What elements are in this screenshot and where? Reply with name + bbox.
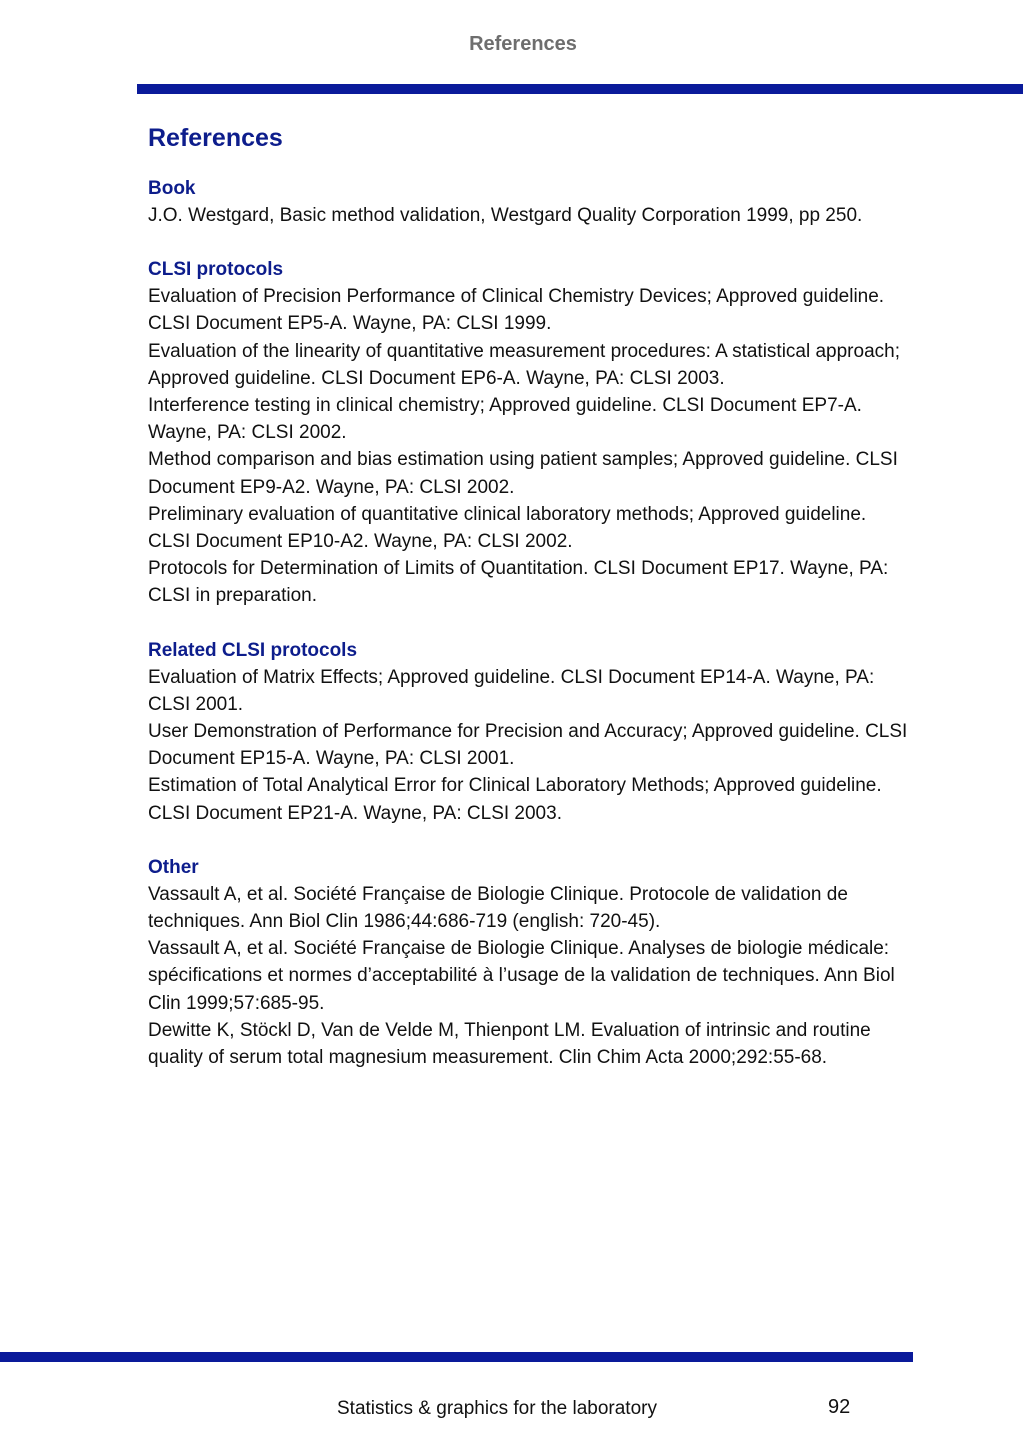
top-rule [137,84,1023,94]
page-number: 92 [828,1396,851,1418]
section-book [148,175,908,229]
page-title: References [148,124,283,152]
section-heading: Related CLSI protocols [148,639,358,661]
bottom-rule [0,1352,913,1362]
section-heading: CLSI protocols [148,259,284,281]
reference-entry: Evaluation of the linearity of quantitative measurement procedures: A statistical approach; Approved guideline. CLSI Document EP6-A. Wayne, PA: CLSI 2003. [148,340,900,389]
section-other [148,854,908,1071]
reference-entry: Vassault A, et al. Société Française de Biologie Clinique. Analyses de biologie médicale: spécifications et normes d’acceptabilité à l’usage de la validation de techniques. Ann Biol Clin 1999;57:685-95. [148,938,895,1014]
reference-entry: Preliminary evaluation of quantitative clinical laboratory methods; Approved guideline. CLSI Document EP10-A2. Wayne, PA: CLSI 2002. [148,503,867,553]
reference-entry: J.O. Westgard, Basic method validation, Westgard Quality Corporation 1999, pp 250. [148,205,863,226]
reference-entry: Estimation of Total Analytical Error for Clinical Laboratory Methods; Approved guideline. CLSI Document EP21-A. Wayne, PA: CLSI 2003. [148,775,882,824]
section-clsi-protocols [148,256,908,609]
reference-entry: Vassault A, et al. Société Française de Biologie Clinique. Protocole de validation de techniques. Ann Biol Clin 1986;44:686-719 (english: 720-45). [148,883,848,933]
reference-entry: Method comparison and bias estimation using patient samples; Approved guideline. CLSI Document EP9-A2. Wayne, PA: CLSI 2002. [148,449,898,498]
section-heading: Other [148,856,199,878]
reference-entry: Evaluation of Matrix Effects; Approved guideline. CLSI Document EP14-A. Wayne, PA: CLSI 2001. [148,666,875,715]
section-related-clsi-protocols [148,637,908,827]
reference-entry: Interference testing in clinical chemistry; Approved guideline. CLSI Document EP7-A. Wayne, PA: CLSI 2002. [148,395,862,444]
section-heading: Book [148,178,196,199]
reference-entry: Protocols for Determination of Limits of Quantitation. CLSI Document EP17. Wayne, PA: CLSI in preparation. [148,558,889,607]
reference-entry: Evaluation of Precision Performance of Clinical Chemistry Devices; Approved guideline. CLSI Document EP5-A. Wayne, PA: CLSI 1999. [148,286,885,335]
running-header: References [469,33,577,55]
reference-entry: User Demonstration of Performance for Precision and Accuracy; Approved guideline. CLSI Document EP15-A. Wayne, PA: CLSI 2001. [148,721,908,770]
reference-entry: Dewitte K, Stöckl D, Van de Velde M, Thienpont LM. Evaluation of intrinsic and routine quality of serum total magnesium measurement. Clin Chim Acta 2000;292:55-68. [148,1019,871,1069]
footer-text: Statistics & graphics for the laboratory [337,1398,657,1419]
page-content [148,120,908,1098]
